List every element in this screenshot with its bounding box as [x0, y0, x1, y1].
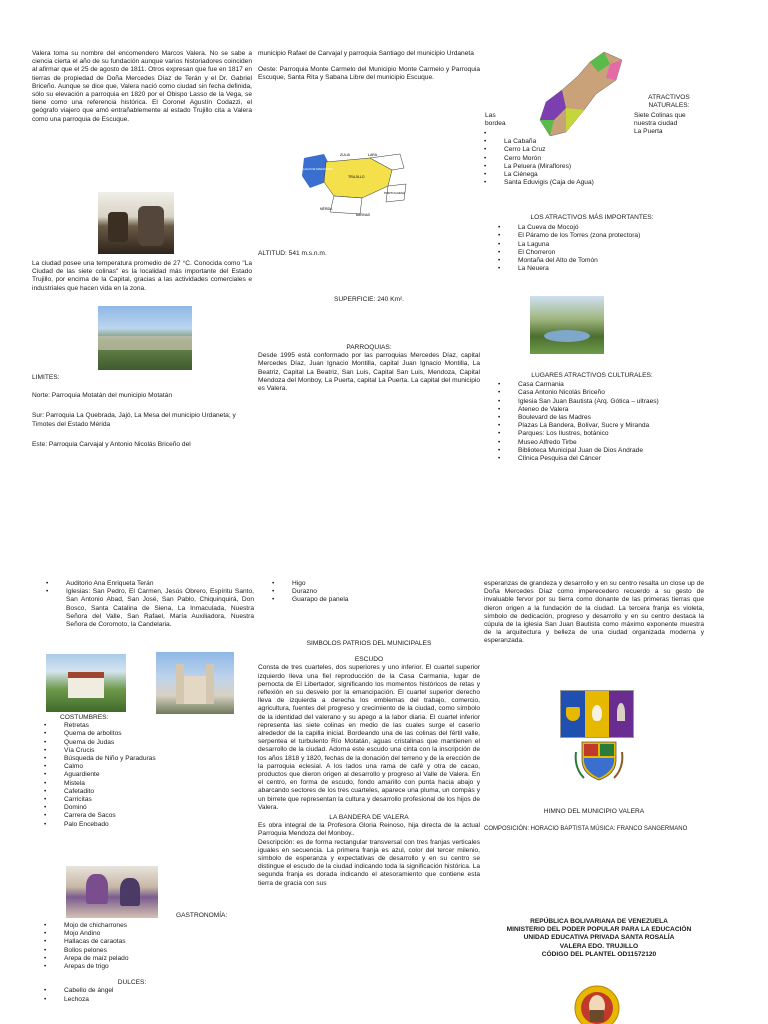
list-item: • Clínica Pesquisa del Cáncer [518, 455, 702, 463]
list-item: • Calmo [64, 763, 232, 771]
list-item: • Auditorio Ana Enriqueta Terán [66, 580, 254, 588]
gastronomy-list [32, 922, 232, 1004]
anthem-heading: HIMNO DEL MUNICIPIO VALERA [543, 808, 645, 815]
list-item: • Palo Encebado [64, 821, 232, 829]
list-item: • Mojo de chicharrones [64, 922, 232, 930]
list-item: • La Peluera (Miraflores) [504, 163, 682, 171]
list-item: • Cabello de ángel [64, 987, 232, 995]
anthem-title [484, 808, 704, 816]
customs-section [32, 714, 232, 829]
valera-flag [560, 690, 634, 738]
house-photo [46, 654, 126, 712]
valera-municipality-map [526, 50, 636, 140]
map-label-lara: LARA [368, 153, 378, 157]
list-item: • Mistela [64, 780, 232, 788]
list-item: • Casa Antonio Nicolás Briceño [518, 389, 702, 397]
map-label-merida: MÉRIDA [320, 207, 333, 211]
flag-description: Descripción: es de forma rectangular transversal con tres franjas verticales iguales en secuencia. La primera franja es azul, color del tercer milenio, símbolo de esperanza y expectativas de desarrollo y en su centro se distingue el escudo de la ciudad indicando toda la significación histórica. La segunda franja es dorada indicando el atesoramiento que contiene esta tierra de gracia con sus [258, 838, 480, 887]
hills-list [482, 130, 682, 187]
church-photo [156, 652, 234, 714]
city-panorama-photo [98, 306, 192, 370]
customs-title: COSTUMBRES: [60, 714, 109, 721]
natural-attractions-title [634, 94, 704, 110]
valera-coat-of-arms [574, 738, 624, 782]
list-item: • La Cueva de Mocojó [518, 224, 702, 232]
school-footer [484, 918, 714, 959]
footer-line: CÓDIGO DEL PLANTEL OD11572120 [541, 950, 657, 958]
gastronomy-heading: GASTRONOMÍA: [176, 912, 228, 919]
limits-section [32, 374, 252, 449]
limits-continued: municipio Rafael de Carvajal y parroquia Santiago del municipio Urdaneta [258, 50, 474, 57]
list-item: • Guarapo de panela [292, 596, 480, 604]
list-item: • Quema de arbolitos [64, 730, 232, 738]
cultural-attractions [482, 372, 702, 463]
footer-line: UNIDAD EDUCATIVA PRIVADA SANTA ROSALÍA [523, 934, 675, 942]
shield-text: Consta de tres cuarteles, dos superiores y uno inferior. El cuartel superior izquierdo lleva una fiel reproducción de la Casa Carmania, lugar de pernocta de El Libertador, significando los momentos históricos de retas y reflexión en su desvelo por la emancipación. El cuartel superior derecho lleva de izquierda a derecha los emblemas del trabajo, comercio, agricultura, fuentes del progreso y crecimiento de la ciudad, como símbolo de la identidad del valerano y su apego a la labor diaria. El cuartel inferior representa las siete colinas en medio de las cuales surge el caserío alrededor de la capilla inicial. Bordeando una de las colinas del fértil valle, serpentea el turbulento Río Motatán, aguas cristalinas que mantienen el desarrollo de la ciudad. Adorna este escudo una cinta con la inscripción de los años 1818 y 1820, fechas de la donación del terreno y de la erección de la parroquia eclesial. A los lados una rama de café y otra de cacao, productos que dieron origen al desarrollo y progreso al Valle de Valera. En el centro, en forma de escudo, fondo amarillo con punta hacia abajo y abarcando sectores de los tres cuarteles, aparece una pluma, un compás y un birrete que representan la cultura y desarrollo profesional de los hijos de Valera. [258, 664, 480, 811]
list-item: • Higo [292, 580, 480, 588]
list-item: • Iglesia San Juan Bautista (Arq. Gótica – ultraes) [518, 398, 702, 406]
list-item: • Iglesias: San Pedro, El Carmen, Jesús Obrero, Espíritu Santo, San Antonio Abad, San José, San Pablo, Chiquinquirá, Don Bosco, Santa Catalina de Siena, La Inmaculada, Nuestra Señora del Valle, San Rafael, María Auxiliadora, Nuestra Señora de Coromoto, la Candelaria. [66, 588, 254, 629]
bottom-left-list [32, 580, 254, 629]
list-item: • Cafetadito [64, 788, 232, 796]
list-item: • El Chorreron [518, 249, 702, 257]
important-attractions [482, 214, 702, 273]
list-item: • Arepas de trigo [64, 963, 232, 971]
list-item: • Cerro La Cruz [504, 146, 682, 154]
list-item: • Durazno [292, 588, 480, 596]
list-item: • Mojo Andino [64, 930, 232, 938]
list-item: • Santa Eduvigis (Caja de Agua) [504, 179, 682, 187]
history-text: Valera toma su nombre del encomendero Marcos Valera. No se sabe a ciencia cierta el año de su fundación aunque varios historiadores coinciden al afirmar que el 25 de agosto de 1811. Otros expresan que fue en 1817 en tierras de propiedad de Doña Mercedes Díaz de Terán y el Dr. Gabriel Briceño. Aunque se dice que, Valera nació como ciudad sin fecha definida, sólo su elevación a parroquia en 1820 por el Obispo Lasso de la Vega, se tiene como una referencia histórica. El Coronel Agustín Codazzi, el geógrafo viajero que amó entrañablemente al estado Trujillo cita a Valera como una parroquia de Escuque. [32, 50, 252, 123]
shield-title: ESCUDO [354, 656, 384, 664]
cultural-title: LUGARES ATRACTIVOS CULTURALES: [531, 372, 653, 379]
flag-title: LA BANDERA DE VALERA [329, 814, 409, 822]
list-item: • Retretas [64, 722, 232, 730]
surface-text: SUPERFICIE: 240 Km². [334, 296, 404, 303]
bordea-word-2: bordea [485, 120, 506, 128]
flag-gold-stripe [585, 691, 609, 737]
flag-blue-stripe [561, 691, 585, 737]
footer-line: MINISTERIO DEL PODER POPULAR PARA LA EDUCACIÓN [506, 926, 692, 934]
composer-text: COMPOSICIÓN: HORACIO BAPTISTA MÚSICA: FRANCO SANGERMANO [484, 826, 688, 832]
list-item [504, 130, 682, 138]
parishes-text: Desde 1995 está conformado por las parroquias Mercedes Díaz, capital Mercedes Díaz, Juan Ignacio Montilla, capital Juan Ignacio Montilla, La Beatriz, Capital La Beatriz, San Luis, Capital San Luis, Mendoza, Capital Mendoza del Monboy, La Puerta, capital La Puerta. La capital del municipio es Valera. [258, 352, 480, 393]
list-item: • Museo Alfredo Tirbe [518, 439, 702, 447]
list-item: • Biblioteca Municipal Juan de Dios Andrade [518, 447, 702, 455]
map-label-lago: LAGO DE MARACAIBO [303, 167, 333, 171]
list-item: • Búsqueda de Niño y Paraduras [64, 755, 232, 763]
list-item: • Ateneo de Valera [518, 406, 702, 414]
footer-line: REPÚBLICA BOLIVARIANA DE VENEZUELA [530, 918, 668, 925]
climate-text: La ciudad posee una temperatura promedio de 27 °C. Conocida como "La Ciudad de las siete colinas" es la localidad más importante del Estado Trujillo, por encima de la Capital, gracias a las actividades comerciales e industriales que hacen vida en la zona. [32, 260, 252, 292]
symbols-section [258, 640, 480, 888]
flag-description-continued: esperanzas de grandeza y desarrollo y en su centro resalta un close up de Doña Mercedes Díaz como imperecedero recuerdo a su gesto de invaluable fervor por su tierra como donante de las primeras tierras que dieron origen a la fundación de la ciudad. La tercera franja es violeta, símbolo de dedicación, progreso y desarrollo y en su centro destaca la cúpula de la iglesia San Juan Bautista como máximo exponente muestra de la arquitectura y belleza de una ciudad organizada moderna y esperanzada. [484, 580, 704, 645]
attractions-heading: ATRACTIVOS NATURALES: [648, 94, 690, 110]
hills-subtitle: Siete Colinas que nuestra ciudad [634, 112, 686, 128]
map-label-portuguesa: PORTUGUESA [384, 191, 405, 195]
flag-violet-stripe [609, 691, 633, 737]
historic-photo [98, 192, 174, 254]
map-label-zulia: ZULIA [340, 153, 350, 157]
list-item: • Carricitas [64, 796, 232, 804]
intro-paragraph [32, 50, 252, 124]
altitude-text: ALTITUD: 541 m.s.n.m. [258, 250, 327, 257]
anthem-composer [484, 826, 704, 834]
list-item: • Vía Crucis [64, 747, 232, 755]
map-label-trujillo: TRUJILLO [348, 175, 365, 179]
bordea-word-1: Las [485, 112, 496, 119]
hill-item: La Puerta [634, 128, 663, 136]
map-label-barinas: BARINAS [356, 213, 370, 217]
limit-east: Este: Parroquia Carvajal y Antonio Nicolás Briceño del [32, 440, 191, 448]
altitude [258, 250, 480, 258]
list-item: • Carrera de Sacos [64, 812, 232, 820]
limit-west: Oeste: Parroquia Monte Carmelo del Municipio Monte Carmelo y Parroquia Escuque, Santa Rita y Sabana Libre del municipio Escuque. [258, 66, 480, 82]
food-photo [66, 866, 158, 918]
limit-north: Norte: Parroquia Motatán del municipio Motatán [32, 392, 173, 400]
top-mid-column [258, 50, 480, 83]
important-title: LOS ATRACTIVOS MÁS IMPORTANTES: [530, 214, 654, 221]
parishes-section [258, 344, 480, 393]
school-logo [568, 980, 626, 1024]
limit-south: Sur: Parroquia La Quebrada, Jajó, La Mesa del municipio Urdaneta; y Timotes del Estado Mérida [32, 412, 236, 428]
list-item: • Lechoza [64, 996, 232, 1004]
trujillo-state-map [300, 148, 410, 220]
lagoon-photo [530, 296, 604, 354]
symbols-title: SIMBOLOS PATRIOS DEL MUNICIPALES [306, 640, 432, 647]
gastronomy-title [176, 912, 256, 920]
list-item: • Boulevard de las Madres [518, 414, 702, 422]
list-item: • Quema de Judas [64, 739, 232, 747]
list-item: • El Páramo de los Torres (zona protectora) [518, 232, 702, 240]
list-item: • La Ciénega [504, 171, 682, 179]
list-item: • La Laguna [518, 241, 702, 249]
sweets-title: DULCES: [117, 979, 147, 987]
list-item: • La Cabaña [504, 138, 682, 146]
list-item: • Plazas La Bandera, Bolívar, Sucre y Miranda [518, 422, 702, 430]
list-item: • Hallacas de caraotas [64, 938, 232, 946]
list-item: • Bollos pelones [64, 947, 232, 955]
sweets-continued [258, 580, 480, 605]
climate-paragraph [32, 260, 252, 293]
parishes-title: PARROQUIAS: [346, 344, 392, 351]
list-item: • Arepa de maíz pelado [64, 955, 232, 963]
list-item: • Parques: Los Ilustres, botánico [518, 430, 702, 438]
list-item: • Montaña del Alto de Tomón [518, 257, 702, 265]
list-item: • La Neuera [518, 265, 702, 273]
footer-line: VALERA EDO. TRUJILLO [559, 942, 639, 950]
flag-continued [484, 580, 704, 646]
list-item: • Cerro Morón [504, 155, 682, 163]
bordea-label [485, 112, 525, 128]
surface [258, 296, 480, 304]
list-item: • Aguardiente [64, 771, 232, 779]
flag-author: Es obra integral de la Profesora Gloria Reinoso, hija directa de la actual Parroquia Mendoza del Monboy.. [258, 822, 480, 838]
list-item: • Casa Carmania [518, 381, 702, 389]
list-item: • Dominó [64, 804, 232, 812]
limits-title: LIMITES: [32, 374, 60, 381]
